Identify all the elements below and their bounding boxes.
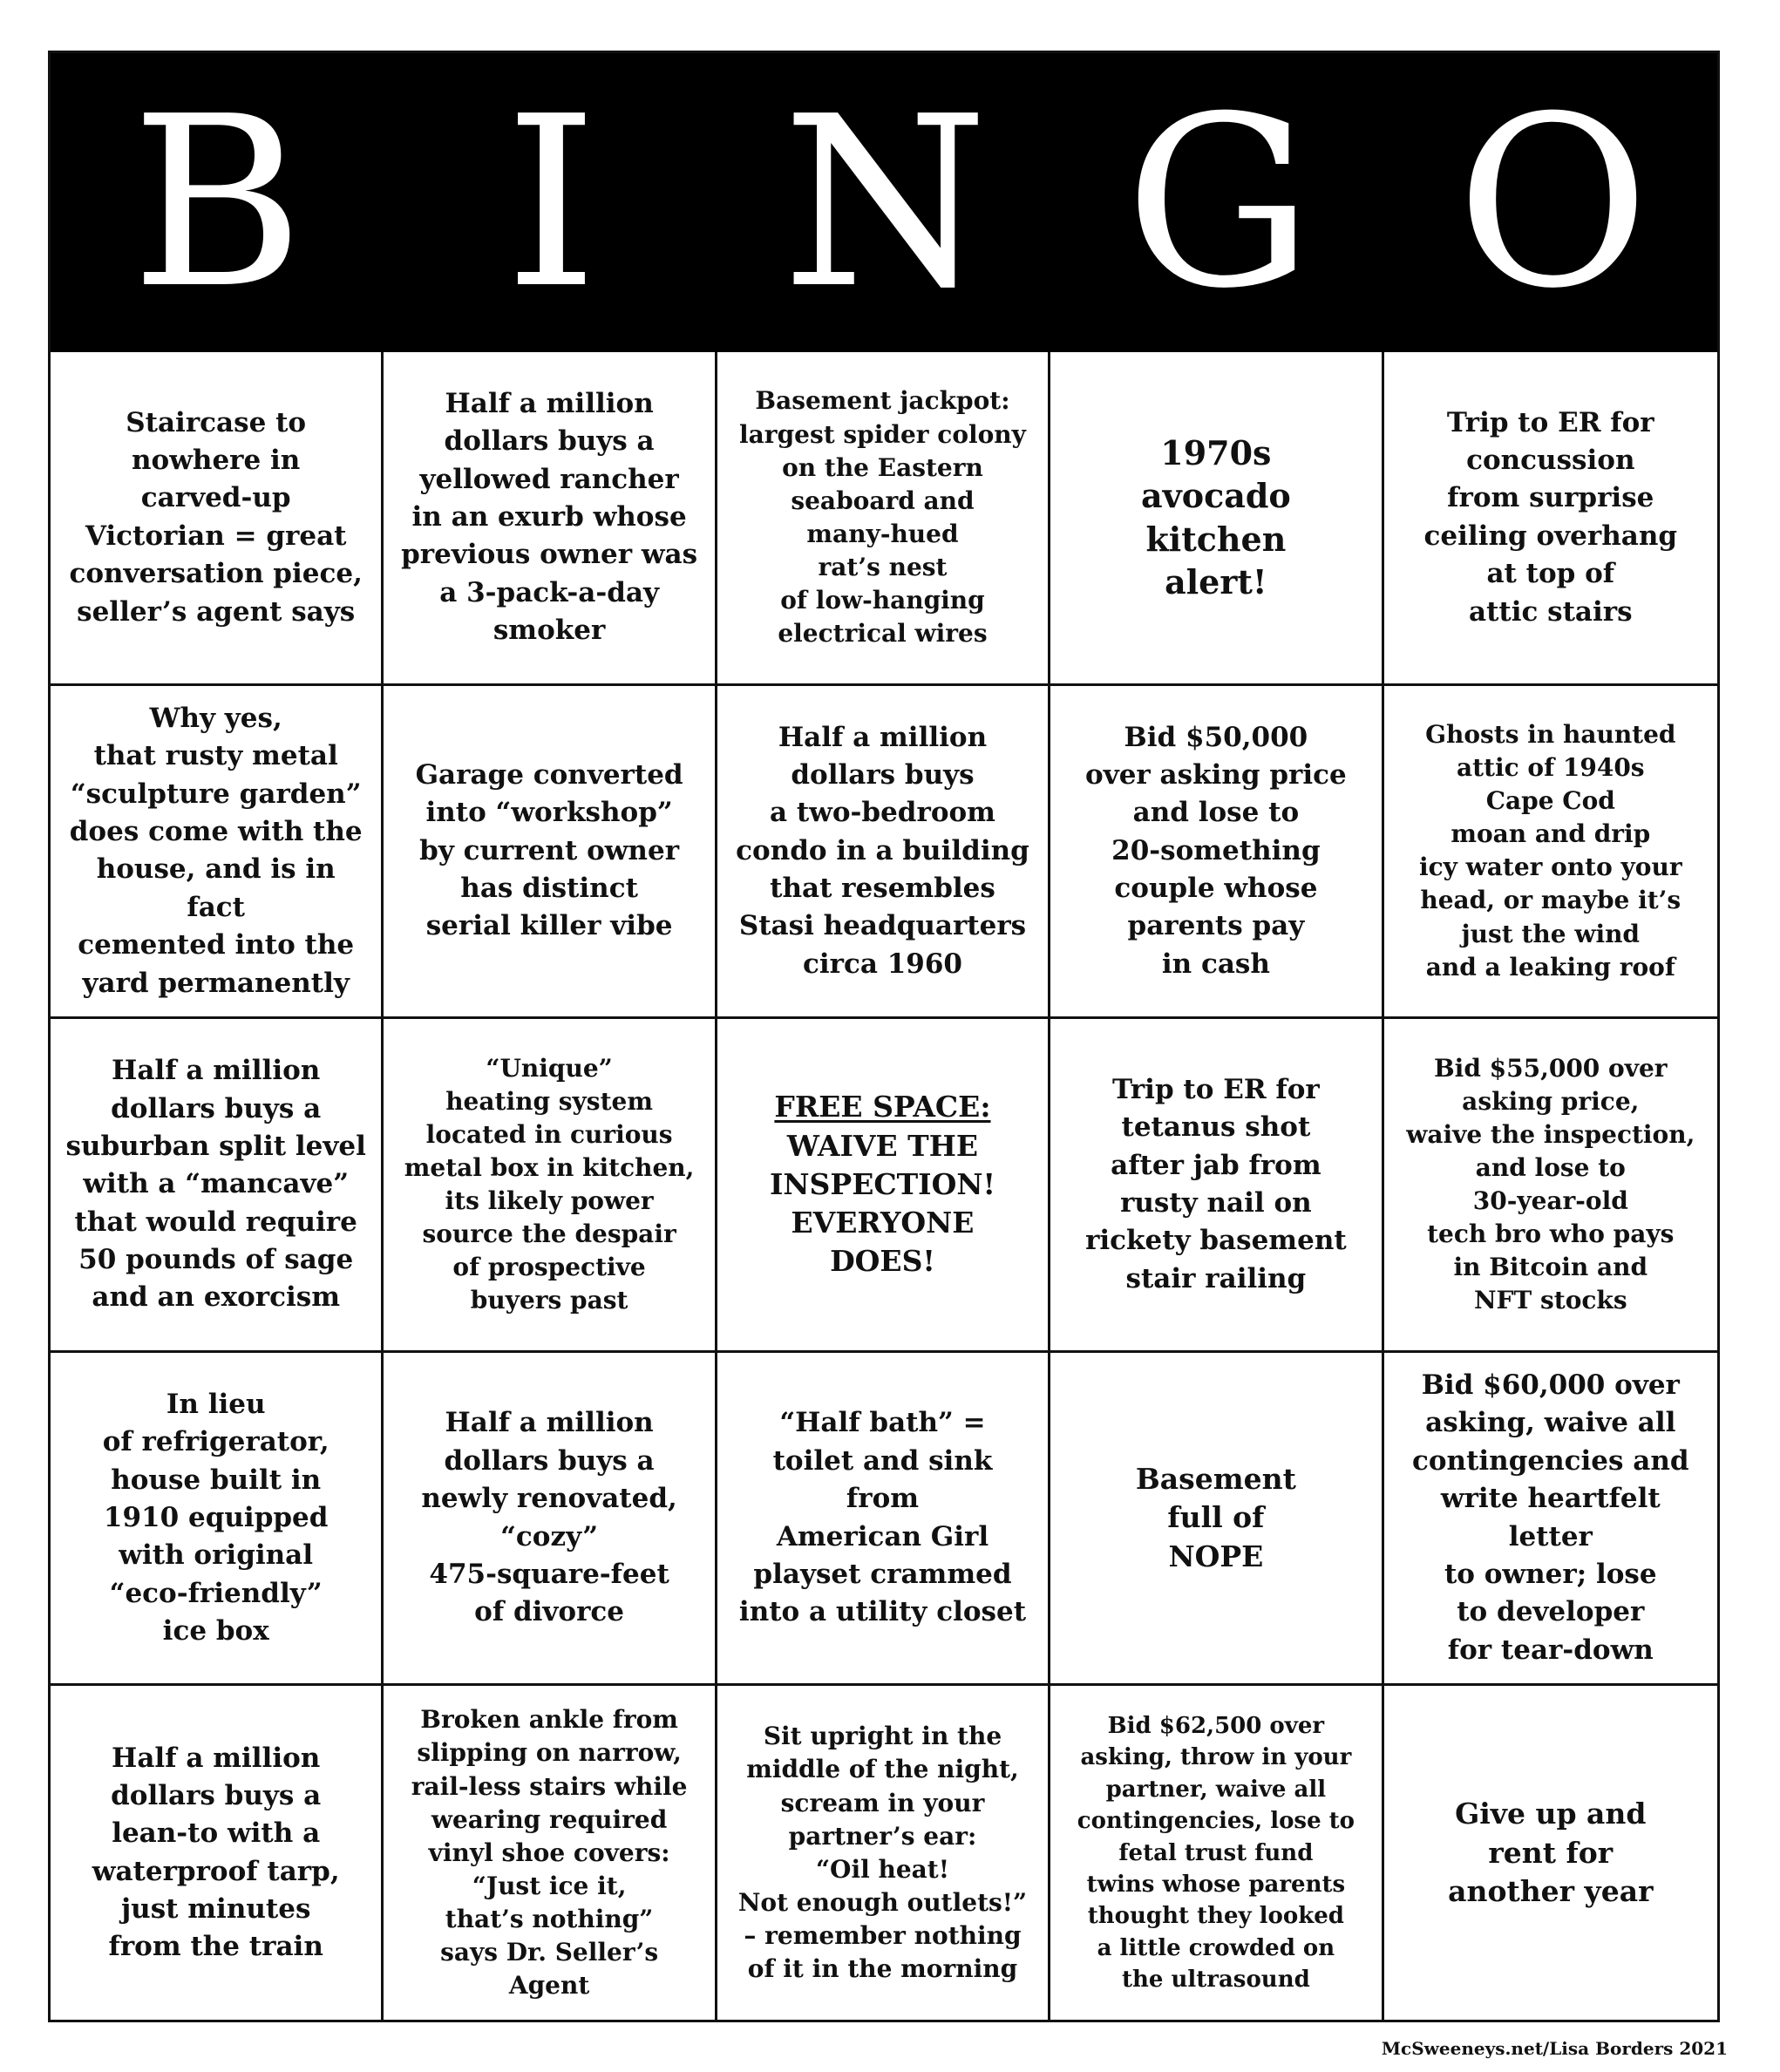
- cell-text: Give up and rent for another year: [1448, 1797, 1654, 1908]
- bingo-grid: [51, 352, 1717, 2020]
- bingo-cell-r5-c1[interactable]: [51, 1686, 384, 2020]
- cell-text: Bid $55,000 over asking price, waive the inspection, and lose to 30-year-old tech bro who pays in Bitcoin and NFT stocks: [1406, 1053, 1695, 1315]
- cell-text: Garage converted into “workshop” by current owner has distinct serial killer vibe: [415, 758, 683, 942]
- bingo-cell-r4-c5[interactable]: [1384, 1353, 1717, 1687]
- cell-text: Bid $62,500 over asking, throw in your partner, waive all contingencies, lose to fetal trust fund twins whose parents thought they looked a little crowded on the ultrasound: [1077, 1712, 1355, 1994]
- credit-line: McSweeneys.net/Lisa Borders 2021: [1381, 2038, 1728, 2059]
- cell-text: Half a million dollars buys a newly renovated, “cozy” 475-square-feet of divorce: [421, 1407, 677, 1628]
- bingo-cell-r4-c2[interactable]: [384, 1353, 717, 1687]
- bingo-cell-r4-c3[interactable]: [717, 1353, 1050, 1687]
- cell-text: Trip to ER for tetanus shot after jab from rusty nail on rickety basement stair railing: [1085, 1073, 1347, 1294]
- bingo-cell-r4-c4[interactable]: [1050, 1353, 1383, 1687]
- cell-text: Bid $50,000 over asking price and lose to 20-something couple whose parents pay in cash: [1085, 721, 1347, 980]
- bingo-cell-free-space[interactable]: [717, 1019, 1050, 1353]
- bingo-header: [51, 53, 1717, 352]
- cell-text: Basement jackpot: largest spider colony on the Eastern seaboard and many-hued rat’s nest of low-hanging electrical wires: [739, 386, 1026, 649]
- bingo-cell-r3-c1[interactable]: [51, 1019, 384, 1353]
- cell-text: Half a million dollars buys a yellowed rancher in an exurb whose previous owner was a 3-pack-a-day smoker: [401, 387, 698, 647]
- bingo-cell-r2-c3[interactable]: [717, 686, 1050, 1020]
- header-letter-i: I: [505, 65, 598, 340]
- bingo-cell-r2-c2[interactable]: [384, 686, 717, 1020]
- cell-text: Half a million dollars buys a suburban split level with a “mancave” that would require 50 pounds of sage and an exorcism: [65, 1055, 366, 1314]
- free-space-body: WAIVE THE INSPECTION! EVERYONE DOES!: [769, 1128, 996, 1279]
- cell-text: “Unique” heating system located in curious metal box in kitchen, its likely power source the despair of prospective buyers past: [404, 1053, 695, 1315]
- cell-text: Broken ankle from slipping on narrow, rail-less stairs while wearing required vinyl shoe covers: “Just ice it, that’s nothing” says Dr. Seller’s Agent: [411, 1705, 688, 2000]
- cell-text: “Half bath” = toilet and sink from American Girl playset crammed into a utility closet: [738, 1407, 1027, 1628]
- bingo-cell-r5-c2[interactable]: [384, 1686, 717, 2020]
- bingo-cell-r2-c1[interactable]: [51, 686, 384, 1020]
- bingo-cell-r1-c1[interactable]: [51, 352, 384, 686]
- bingo-cell-r2-c5[interactable]: [1384, 686, 1717, 1020]
- bingo-cell-r2-c4[interactable]: [1050, 686, 1383, 1020]
- header-letter-n: N: [782, 65, 989, 340]
- cell-text: Bid $60,000 over asking, waive all contingencies and write heartfelt letter to owner; lose to developer for tear-down: [1411, 1369, 1689, 1666]
- header-letter-g: G: [1124, 65, 1314, 340]
- cell-text: Half a million dollars buys a lean-to with a waterproof tarp, just minutes from the train: [92, 1742, 340, 1963]
- cell-text: Basement full of NOPE: [1135, 1462, 1296, 1573]
- bingo-cell-r4-c1[interactable]: [51, 1353, 384, 1687]
- bingo-cell-r5-c4[interactable]: [1050, 1686, 1383, 2020]
- header-letter-o: O: [1456, 65, 1650, 340]
- free-space-heading: FREE SPACE:: [774, 1090, 991, 1124]
- bingo-cell-r3-c5[interactable]: [1384, 1019, 1717, 1353]
- bingo-cell-r1-c5[interactable]: [1384, 352, 1717, 686]
- cell-text: Half a million dollars buys a two-bedroom condo in a building that resembles Stasi headquarters circa 1960: [736, 721, 1029, 980]
- bingo-cell-r5-c3[interactable]: [717, 1686, 1050, 2020]
- cell-text: Trip to ER for concussion from surprise ceiling overhang at top of attic stairs: [1423, 406, 1678, 628]
- free-space-text: [770, 1050, 995, 1320]
- cell-text: Why yes, that rusty metal “sculpture garden” does come with the house, and is in fact cemented into the yard permanently: [69, 702, 363, 999]
- bingo-cell-r1-c3[interactable]: [717, 352, 1050, 686]
- bingo-cell-r5-c5[interactable]: [1384, 1686, 1717, 2020]
- header-letter-b: B: [131, 65, 304, 340]
- bingo-cell-r3-c4[interactable]: [1050, 1019, 1383, 1353]
- bingo-cell-r1-c4[interactable]: [1050, 352, 1383, 686]
- cell-text: In lieu of refrigerator, house built in 1910 equipped with original “eco-friendly” ice box: [102, 1388, 330, 1647]
- bingo-cell-r1-c2[interactable]: [384, 352, 717, 686]
- cell-text: Sit upright in the middle of the night, scream in your partner’s ear: “Oil heat! Not enough outlets!” – remember nothing of it in the morning: [737, 1722, 1028, 1983]
- bingo-cell-r3-c2[interactable]: [384, 1019, 717, 1353]
- cell-text: Ghosts in haunted attic of 1940s Cape Cod moan and drip icy water onto your head, or maybe it’s just the wind and a leaking roof: [1418, 720, 1682, 982]
- bingo-card: [48, 51, 1720, 2022]
- cell-text: 1970s avocado kitchen alert!: [1141, 433, 1291, 602]
- cell-text: Staircase to nowhere in carved-up Victorian = great conversation piece, seller’s agent says: [69, 406, 363, 628]
